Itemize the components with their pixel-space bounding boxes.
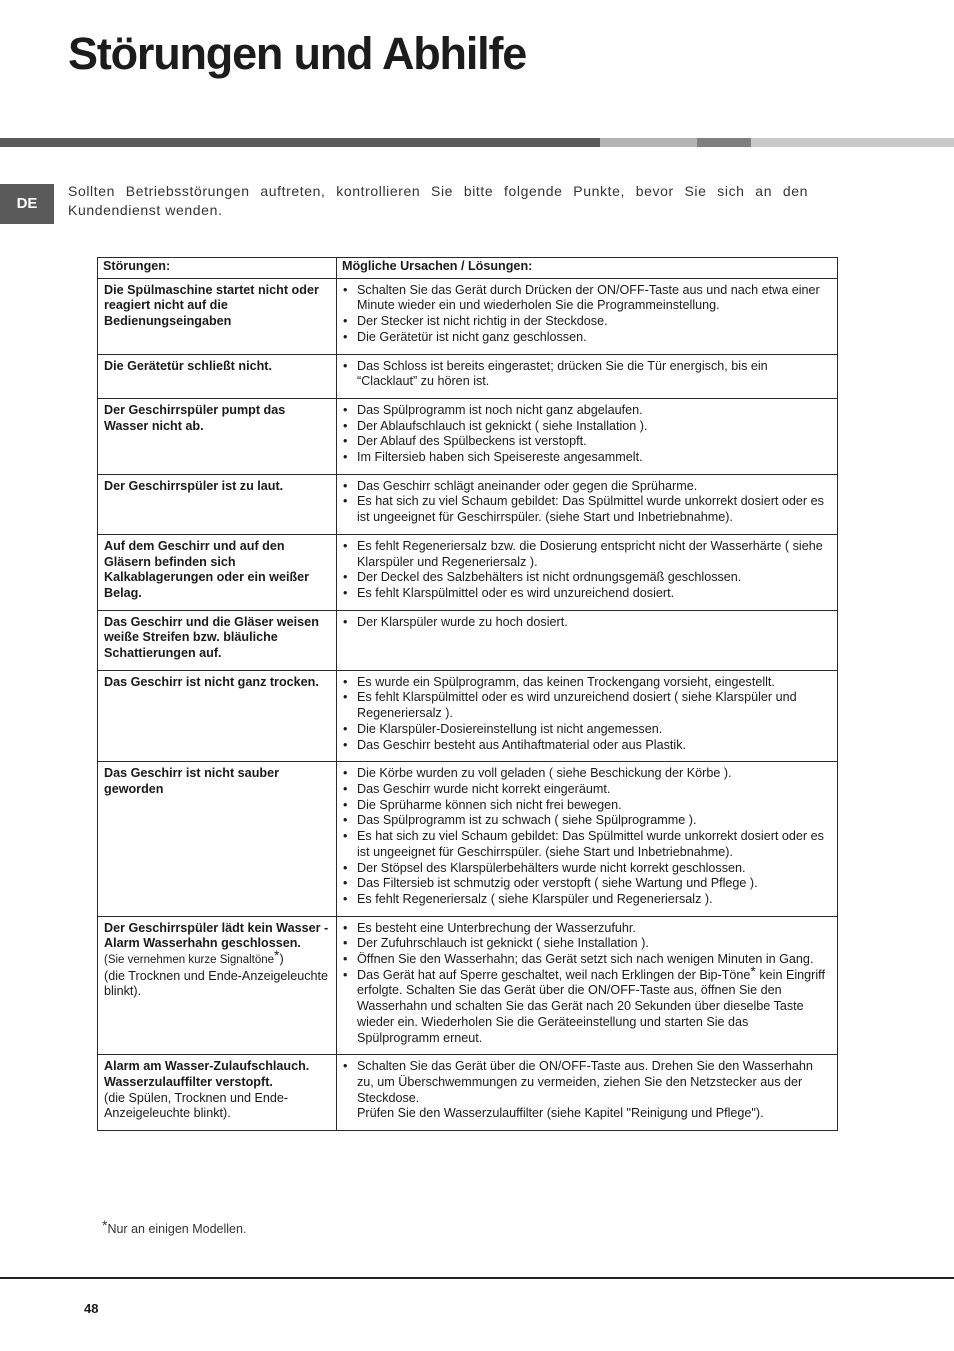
cause-item: • Der Deckel des Salzbehälters ist nicht ordnungsgemäß geschlossen. xyxy=(343,570,831,586)
problem-cell xyxy=(98,916,337,1055)
cause-item: • Der Zufuhrschlauch ist geknickt ( siehe Installation ). xyxy=(343,936,831,952)
header-rule-pale xyxy=(751,138,954,147)
table-row xyxy=(98,354,838,398)
cause-item: • Es fehlt Regeneriersalz bzw. die Dosierung entspricht nicht der Wasserhärte ( siehe Klarspüler und Regeneriersalz ). xyxy=(343,539,831,570)
cause-item: • Der Ablaufschlauch ist geknickt ( siehe Installation ). xyxy=(343,419,831,435)
cause-item: • Schalten Sie das Gerät durch Drücken der ON/OFF-Taste aus und nach etwa einer Minute wieder ein und wiederholen Sie die Programmeinstellung. xyxy=(343,283,831,314)
cause-item: • Es fehlt Regeneriersalz ( siehe Klarspüler und Regeneriersalz ). xyxy=(343,892,831,908)
header-problem: Störungen: xyxy=(98,258,337,279)
cause-item: • Die Sprüharme können sich nicht frei bewegen. xyxy=(343,798,831,814)
causes-list xyxy=(343,675,831,754)
causes-cell xyxy=(337,354,838,398)
page-number: 48 xyxy=(84,1301,99,1316)
footer-rule xyxy=(0,1277,954,1279)
cause-extra: Prüfen Sie den Wasserzulauffilter (siehe Kapitel "Reinigung und Pflege"). xyxy=(357,1106,764,1121)
cause-item: • Der Klarspüler wurde zu hoch dosiert. xyxy=(343,615,831,631)
table-row xyxy=(98,610,838,670)
cause-item: • Das Geschirr schlägt aneinander oder gegen die Sprüharme. xyxy=(343,479,831,495)
cause-item: • Die Klarspüler-Dosiereinstellung ist nicht angemessen. xyxy=(343,722,831,738)
problem-cell xyxy=(98,762,337,916)
troubleshooting-table xyxy=(97,257,838,1131)
table-row-alarm-tap xyxy=(98,916,838,1055)
cause-item: • Das Schloss ist bereits eingerastet; drücken Sie die Tür energisch, bis ein “Clacklaut” zu hören ist. xyxy=(343,359,831,390)
causes-list xyxy=(343,1059,831,1106)
header-rule-mid xyxy=(697,138,751,147)
causes-list xyxy=(343,539,831,602)
causes-cell xyxy=(337,670,838,762)
cause-item: • Es fehlt Klarspülmittel oder es wird unzureichend dosiert. xyxy=(343,586,831,602)
causes-cell xyxy=(337,534,838,610)
problem-text: Das Geschirr und die Gläser weisen weiße Streifen bzw. bläuliche Schattierungen auf. xyxy=(104,614,319,661)
cause-prefix: Das Gerät hat auf Sperre geschaltet, weil nach Erklingen der Bip-Töne xyxy=(357,967,751,982)
causes-list xyxy=(343,359,831,390)
problem-cell xyxy=(98,398,337,474)
causes-cell xyxy=(337,916,838,1055)
footnote-text: Nur an einigen Modellen. xyxy=(107,1222,247,1236)
problem-text: Das Geschirr ist nicht sauber geworden xyxy=(104,766,279,796)
table-header-row xyxy=(98,258,838,279)
problem-text: Der Geschirrspüler pumpt das Wasser nicht ab. xyxy=(104,402,286,433)
table-row xyxy=(98,670,838,762)
causes-cell xyxy=(337,278,838,354)
problem-cell xyxy=(98,534,337,610)
language-tab: DE xyxy=(0,184,54,224)
cause-item: • Die Gerätetür ist nicht ganz geschlossen. xyxy=(343,330,831,346)
problem-note-rest: (die Trocknen und Ende-Anzeigeleuchte blinkt). xyxy=(104,968,329,999)
causes-list xyxy=(343,615,831,631)
table-row xyxy=(98,474,838,534)
cause-item: • Das Geschirr besteht aus Antihaftmaterial oder aus Plastik. xyxy=(343,738,831,754)
intro-text: Sollten Betriebsstörungen auftreten, kontrollieren Sie bitte folgende Punkte, bevor Sie sich an den Kundendienst wenden. xyxy=(68,183,808,218)
header-rule-dark xyxy=(0,138,600,147)
problem-cell xyxy=(98,474,337,534)
note-suffix: ) xyxy=(279,952,284,967)
cause-item: • Das Spülprogramm ist noch nicht ganz abgelaufen. xyxy=(343,403,831,419)
problem-text: Das Geschirr ist nicht ganz trocken. xyxy=(104,674,319,689)
problem-text: Die Gerätetür schließt nicht. xyxy=(104,358,272,373)
causes-list xyxy=(343,479,831,526)
cause-item: • Es wurde ein Spülprogramm, das keinen Trockengang vorsieht, eingestellt. xyxy=(343,675,831,691)
header-rule-light xyxy=(600,138,697,147)
footnote-marker: * xyxy=(750,962,756,979)
table-body xyxy=(98,278,838,1130)
page-title: Störungen und Abhilfe xyxy=(68,28,527,79)
problem-note xyxy=(104,947,330,969)
cause-item: • Es besteht eine Unterbrechung der Wasserzufuhr. xyxy=(343,921,831,937)
problem-cell xyxy=(98,610,337,670)
cause-item: • Es hat sich zu viel Schaum gebildet: Das Spülmittel wurde unkorrekt dosiert oder es ist ungeeignet für Geschirrspüler. (siehe Start und Inbetriebnahme). xyxy=(343,494,831,525)
causes-cell xyxy=(337,610,838,670)
cause-item: • Die Körbe wurden zu voll geladen ( siehe Beschickung der Körbe ). xyxy=(343,766,831,782)
cause-suffix: kein Eingriff erfolgte. Schalten Sie das Gerät über die ON/OFF-Taste aus, öffnen Sie den Wasserhahn und schalten Sie das Gerät nach 20 Sekunden über dieselbe Taste wieder ein. Wiederholen Sie die Geräteeinstellung und starten Sie das Spülprogramm erneut. xyxy=(357,967,825,1045)
footnote-marker: * xyxy=(274,947,280,964)
cause-item: • Der Ablauf des Spülbeckens ist verstopft. xyxy=(343,434,831,450)
causes-cell xyxy=(337,474,838,534)
table-row xyxy=(98,398,838,474)
problem-note: (die Spülen, Trocknen und Ende-Anzeigeleuchte blinkt). xyxy=(104,1090,289,1121)
cause-item: • Schalten Sie das Gerät über die ON/OFF-Taste aus. Drehen Sie den Wasserhahn zu, um Überschwemmungen zu vermeiden, ziehen Sie den Netzstecker aus der Steckdose. xyxy=(343,1059,831,1106)
cause-item: • Das Filtersieb ist schmutzig oder verstopft ( siehe Wartung und Pflege ). xyxy=(343,876,831,892)
causes-cell xyxy=(337,398,838,474)
problem-text: Die Spülmaschine startet nicht oder reagiert nicht auf die Bedienungseingaben xyxy=(104,282,319,329)
problem-cell xyxy=(98,1055,337,1131)
cause-item xyxy=(343,962,831,1047)
table-row xyxy=(98,278,838,354)
problem-text: Der Geschirrspüler lädt kein Wasser - Alarm Wasserhahn geschlossen. xyxy=(104,920,329,951)
table-row xyxy=(98,534,838,610)
problem-text: Der Geschirrspüler ist zu laut. xyxy=(104,478,284,493)
cause-item: • Der Stöpsel des Klarspülerbehälters wurde nicht korrekt geschlossen. xyxy=(343,861,831,877)
causes-cell xyxy=(337,762,838,916)
footnote xyxy=(102,1217,247,1236)
footnote-star: * xyxy=(102,1217,108,1233)
table-row xyxy=(98,762,838,916)
causes-list-last xyxy=(343,962,831,1047)
table-row-alarm-hose xyxy=(98,1055,838,1131)
problem-text: Auf dem Geschirr und auf den Gläsern befinden sich Kalkablagerungen oder ein weißer Belag. xyxy=(104,538,310,600)
causes-list xyxy=(343,921,831,968)
cause-item: • Öffnen Sie den Wasserhahn; das Gerät setzt sich nach wenigen Minuten in Gang. xyxy=(343,952,831,968)
cause-item: • Es hat sich zu viel Schaum gebildet: Das Spülmittel wurde unkorrekt dosiert oder es ist ungeeignet für Geschirrspüler. (siehe Start und Inbetriebnahme). xyxy=(343,829,831,860)
problem-cell xyxy=(98,670,337,762)
cause-item: • Das Geschirr wurde nicht korrekt eingeräumt. xyxy=(343,782,831,798)
causes-list xyxy=(343,766,831,907)
note-prefix: (Sie vernehmen kurze Signaltöne xyxy=(104,954,275,967)
cause-item: • Es fehlt Klarspülmittel oder es wird unzureichend dosiert ( siehe Klarspüler und Regeneriersalz ). xyxy=(343,690,831,721)
cause-item: • Im Filtersieb haben sich Speisereste angesammelt. xyxy=(343,450,831,466)
cause-item: • Das Spülprogramm ist zu schwach ( siehe Spülprogramme ). xyxy=(343,813,831,829)
header-causes: Mögliche Ursachen / Lösungen: xyxy=(337,258,838,279)
problem-cell xyxy=(98,278,337,354)
problem-text: Alarm am Wasser-Zulaufschlauch. Wasserzulauffilter verstopft. xyxy=(104,1059,310,1089)
causes-cell xyxy=(337,1055,838,1131)
cause-item: • Der Stecker ist nicht richtig in der Steckdose. xyxy=(343,314,831,330)
causes-list xyxy=(343,403,831,466)
problem-cell xyxy=(98,354,337,398)
causes-list xyxy=(343,283,831,346)
